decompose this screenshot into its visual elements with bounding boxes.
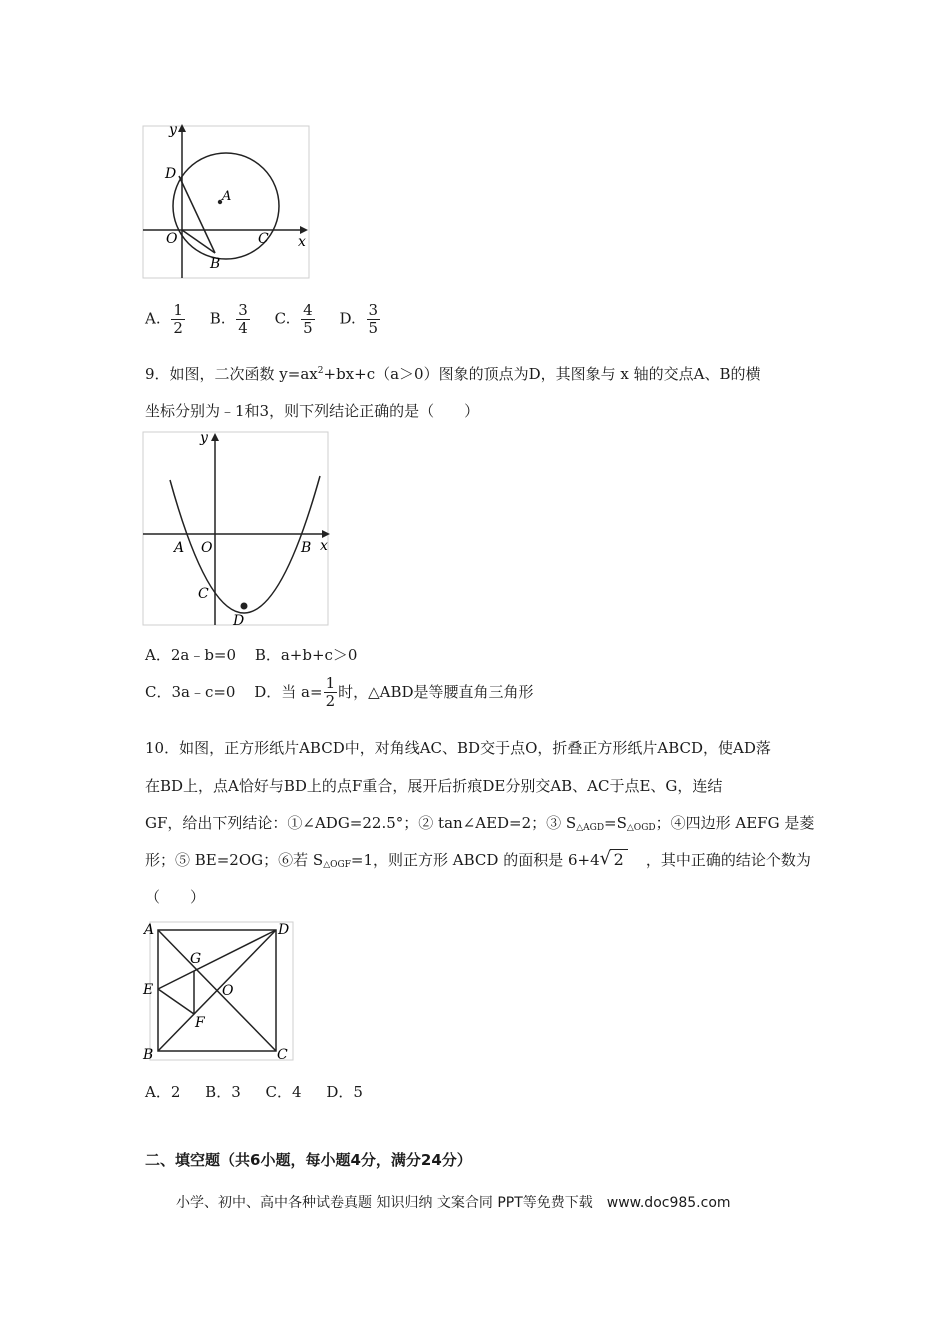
q10-sqrt-symbol: √ 2: [600, 850, 628, 869]
q10-label-a: A: [144, 922, 155, 938]
q8-option-d: D. $\frac{3}{5}$: [339, 301, 379, 337]
q9-label-c: C: [198, 586, 209, 602]
q10-stem-line5: （ ）: [145, 888, 206, 906]
q10-label-e: E: [143, 982, 154, 998]
q8-option-a-fraction: $\frac{1}{2}$: [173, 301, 183, 337]
q8-label-d: D: [165, 166, 177, 182]
q9-label-x: x: [320, 538, 328, 554]
q10-stem-line4: 形；⑤ BE=2OG；⑥若 $S_{\triangle OGF}=1$，则正方形 ABCD 的面积是 6+4 √ 2 ，其中正确的结论个数为: [145, 848, 811, 870]
q9-option-d: D．当 a= $\frac{1}{2}$ 时，△ABD是等腰直角三角形: [254, 674, 534, 710]
q9-label-d: D: [233, 613, 245, 628]
q10-option-a: A．2: [145, 1083, 181, 1101]
q9-label-b: B: [301, 540, 312, 556]
q8-option-a: A. $\frac{1}{2}$: [145, 301, 183, 337]
q8-circle-figure: [140, 120, 312, 282]
section-heading: 二、填空题（共6小题，每小题4分，满分24分）: [145, 1151, 472, 1169]
q9-stem-line1: 9．如图，二次函数 $y=ax^2+bx+c(a>0)$图象的顶点为D，其图象与 x 轴的交点A、B的横: [145, 365, 761, 383]
q10-label-b: B: [143, 1047, 154, 1063]
q10-label-o: O: [222, 983, 234, 999]
q8-options: [145, 302, 400, 337]
footer-text: 小学、初中、高中各种试卷真题 知识归纳 文案合同 PPT等免费下载 www.doc985.com: [176, 1195, 731, 1211]
q8-option-b: B. $\frac{3}{4}$: [209, 301, 248, 337]
q9-parabola-figure: [140, 428, 332, 628]
q10-option-d: D．5: [326, 1083, 363, 1101]
q10-label-c: C: [277, 1047, 288, 1063]
q8-option-c: C. $\frac{4}{5}$: [274, 301, 313, 337]
q9-label-a: A: [174, 540, 185, 556]
q9-stem-line2: 坐标分别为﹣1和3，则下列结论正确的是（ ）: [145, 402, 480, 420]
q10-option-b: B．3: [205, 1083, 241, 1101]
q8-option-c-fraction: $\frac{4}{5}$: [303, 301, 313, 337]
q10-label-f: F: [195, 1015, 205, 1031]
q9-options-row2: [145, 675, 534, 710]
q8-option-b-fraction: $\frac{3}{4}$: [238, 301, 248, 337]
q10-label-d: D: [278, 922, 290, 938]
q9-option-b: B．a+b+c＞0: [254, 646, 358, 664]
q9-options-row1: [145, 644, 371, 665]
q8-label-b: B: [210, 256, 221, 272]
q9-option-c: C．3a﹣c=0: [145, 682, 236, 701]
q8-label-a: A: [222, 189, 232, 204]
q8-option-d-fraction: $\frac{3}{5}$: [368, 301, 379, 337]
q10-options: [145, 1081, 377, 1102]
q9-label-o: O: [201, 540, 213, 556]
q9-option-a: A．2a﹣b=0: [145, 646, 237, 664]
q9-label-y: y: [200, 430, 208, 446]
q10-stem-line2: 在BD上，点A恰好与BD上的点F重合，展开后折痕DE分别交AB、AC于点E、G，连结: [145, 777, 723, 795]
q10-label-g: G: [190, 951, 202, 967]
q8-label-y: y: [169, 122, 177, 138]
q10-square-figure: [140, 918, 298, 1064]
q8-label-c: C: [258, 231, 269, 247]
q10-option-c: C．4: [265, 1083, 302, 1101]
q8-label-x: x: [298, 234, 306, 250]
q9-option-d-fraction: $\frac{1}{2}$: [325, 674, 336, 710]
q8-label-o: O: [166, 231, 178, 247]
q10-stem-line1: 10．如图，正方形纸片ABCD中，对角线AC、BD交于点O，折叠正方形纸片ABCD，使AD落: [145, 739, 771, 757]
q10-stem-line3: GF，给出下列结论：①∠ADG=22.5°；② tan∠AED=2；③ $S_{\triangle AGD}=S_{\triangle OGD}$；④四边形 AEFG 是菱: [145, 814, 815, 833]
